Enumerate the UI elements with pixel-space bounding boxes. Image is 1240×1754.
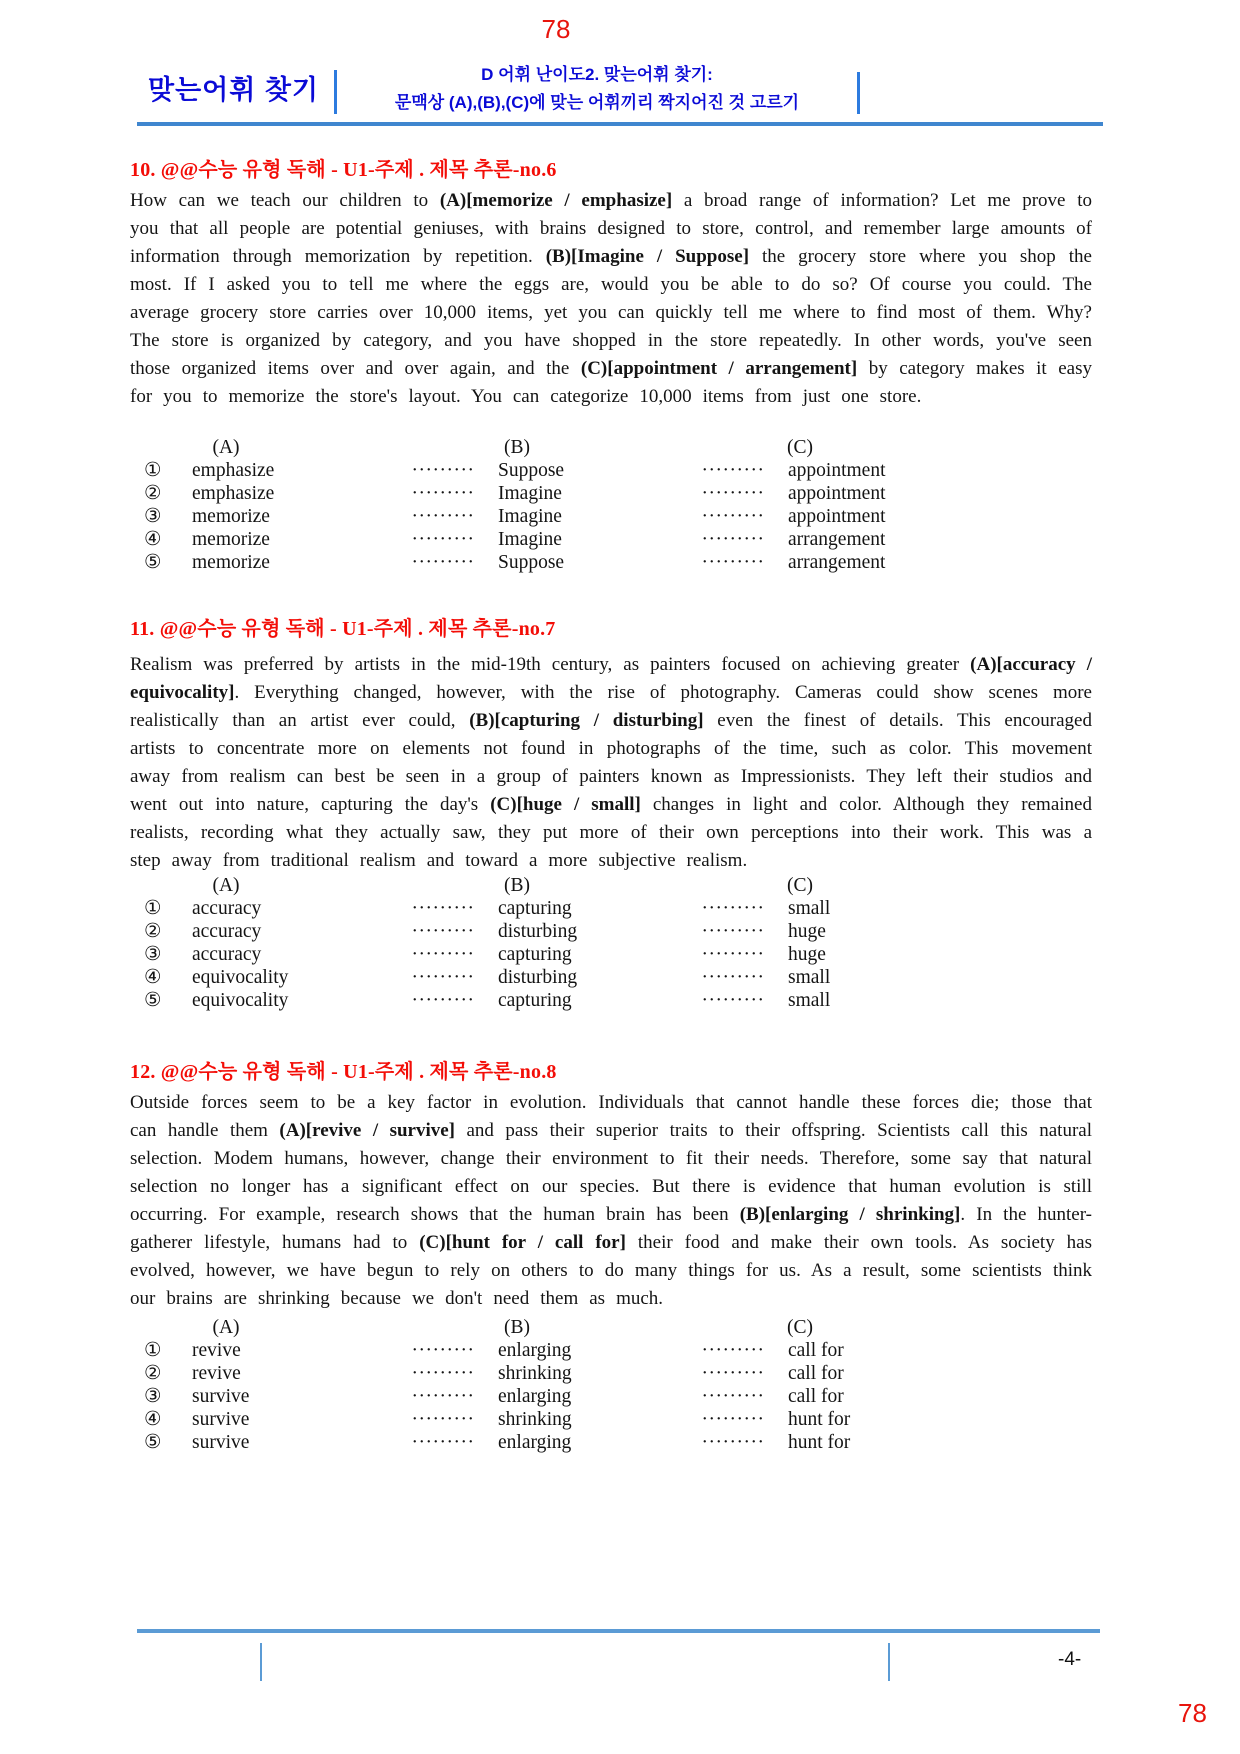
option-b: Imagine [498,483,562,504]
dots-separator: ········· [701,944,765,965]
dots-separator: ········· [411,552,475,573]
option-number: ⑤ [144,990,162,1011]
option-number: ② [144,921,162,942]
option-a: survive [192,1409,250,1430]
answer-table-11 [130,875,1010,1012]
dots-separator: ········· [701,506,765,527]
dots-separator: ········· [411,529,475,550]
dots-separator: ········· [411,967,475,988]
question-paragraph-11: Realism was preferred by artists in the mid-19th century, as painters focused on achieving greater (A)[accuracy / equivocality]. Everything changed, however, with the rise of photography. Cameras could show scenes more realistically than an artist ever could, (B)[capturing / disturbing] even the finest of details. This encouraged artists to concentrate more on elements not found in photographs of the time, such as color. This movement away from realism can best be seen in a group of painters known as Impressionists. They left their studios and went out into nature, capturing the day's (C)[huge / small] changes in light and color. Although they remained realists, recording what they actually saw, they put more of their own perceptions into their work. This was a step away from traditional realism and toward a more subjective realism. [130,654,1092,871]
option-c: appointment [788,506,886,527]
option-number: ② [144,1363,162,1384]
header-divider-right [857,72,860,114]
column-header-a: (A) [212,875,240,896]
dots-separator: ········· [701,1386,765,1407]
column-header-c: (C) [787,1317,813,1338]
dots-separator: ········· [411,898,475,919]
option-c: arrangement [788,529,886,550]
option-number: ② [144,483,162,504]
option-a: memorize [192,552,270,573]
column-header-c: (C) [787,437,813,458]
option-b: disturbing [498,967,578,988]
answer-row [130,459,1010,482]
header-left-title: 맞는어휘 찾기 [148,75,319,105]
option-a: revive [192,1340,241,1361]
option-a: accuracy [192,921,262,942]
footer-tick-right [888,1643,890,1681]
header-rule [137,122,1103,126]
header-center-line1: D 어휘 난이도2. 맞는어휘 찾기: [481,65,713,84]
option-c: small [788,898,831,919]
dots-separator: ········· [411,483,475,504]
answer-table-head [130,875,1010,897]
option-c: call for [788,1363,844,1384]
page-number-bottom: 78 [1178,1698,1207,1728]
answer-row [130,966,1010,989]
dots-separator: ········· [411,1340,475,1361]
dots-separator: ········· [411,1386,475,1407]
dots-separator: ········· [411,1363,475,1384]
option-number: ① [144,898,162,919]
option-b: enlarging [498,1340,572,1361]
column-header-a: (A) [212,437,240,458]
option-c: hunt for [788,1409,851,1430]
option-number: ⑤ [144,1432,162,1453]
question-title-10: 10. @@수능 유형 독해 - U1-주제 . 제목 추론-no.6 [130,159,557,181]
footer-page-label: -4- [1058,1649,1082,1670]
dots-separator: ········· [411,1432,475,1453]
answer-row [130,551,1010,574]
option-number: ④ [144,1409,162,1430]
dots-separator: ········· [701,552,765,573]
option-a: emphasize [192,483,275,504]
column-header-b: (B) [504,875,530,896]
option-c: call for [788,1386,844,1407]
option-b: disturbing [498,921,578,942]
option-a: equivocality [192,990,289,1011]
option-number: ⑤ [144,552,162,573]
answer-row [130,528,1010,551]
option-c: small [788,990,831,1011]
dots-separator: ········· [701,483,765,504]
option-b: Imagine [498,506,562,527]
answer-row [130,943,1010,966]
footer-rule [137,1629,1100,1633]
option-b: shrinking [498,1409,572,1430]
option-c: appointment [788,460,886,481]
answer-table-head [130,437,1010,459]
answer-row [130,989,1010,1012]
option-number: ① [144,1340,162,1361]
answer-row [130,1408,1010,1431]
answer-row [130,1431,1010,1454]
question-paragraph-10: How can we teach our children to (A)[memorize / emphasize] a broad range of information? Let me prove to you that all people are potential geniuses, with brains designed to store, control, and remember large amounts of information through memorization by repetition. (B)[Imagine / Suppose] the grocery store where you shop the most. If I asked you to tell me where the eggs are, would you be able to do so? Of course you could. The average grocery store carries over 10,000 items, yet you can quickly tell me where to find most of them. Why? The store is organized by category, and you have shopped in the store repeatedly. In other words, you've seen those organized items over and over again, and the (C)[appointment / arrangement] by category makes it easy for you to memorize the store's layout. You can categorize 10,000 items from just one store. [130,190,1092,407]
option-a: accuracy [192,898,262,919]
column-header-b: (B) [504,1317,530,1338]
question-title-12: 12. @@수능 유형 독해 - U1-주제 . 제목 추론-no.8 [130,1061,557,1083]
option-c: call for [788,1340,844,1361]
dots-separator: ········· [701,967,765,988]
dots-separator: ········· [701,460,765,481]
option-b: enlarging [498,1432,572,1453]
header-center-line2: 문맥상 (A),(B),(C)에 맞는 어휘끼리 짝지어진 것 고르기 [394,93,800,112]
dots-separator: ········· [411,944,475,965]
option-c: huge [788,944,826,965]
option-b: capturing [498,990,572,1011]
answer-row [130,897,1010,920]
column-header-b: (B) [504,437,530,458]
answer-row [130,920,1010,943]
question-paragraph-12: Outside forces seem to be a key factor in evolution. Individuals that cannot handle these forces die; those that can handle them (A)[revive / survive] and pass their superior traits to their offspring. Scientists call this natural selection. Modem humans, however, change their environment to fit their needs. Therefore, some say that natural selection no longer has a significant effect on our species. But there is evidence that human evolution is still occurring. For example, research shows that the human brain has been (B)[enlarging / shrinking]. In the hunter-gatherer lifestyle, humans had to (C)[hunt for / call for] their food and make their own tools. As society has evolved, however, we have begun to rely on others to do many things for us. As a result, some scientists think our brains are shrinking because we don't need them as much. [130,1092,1092,1309]
dots-separator: ········· [701,529,765,550]
answer-table-head [130,1317,1010,1339]
option-number: ③ [144,1386,162,1407]
dots-separator: ········· [411,921,475,942]
option-b: capturing [498,944,572,965]
answer-row [130,1362,1010,1385]
column-header-a: (A) [212,1317,240,1338]
answer-row [130,1385,1010,1408]
option-c: arrangement [788,552,886,573]
dots-separator: ········· [701,921,765,942]
page-number-top: 78 [541,14,571,44]
option-c: huge [788,921,826,942]
option-number: ③ [144,506,162,527]
option-b: shrinking [498,1363,572,1384]
option-b: enlarging [498,1386,572,1407]
answer-table-10 [130,437,1010,574]
option-a: memorize [192,506,270,527]
dots-separator: ········· [701,990,765,1011]
dots-separator: ········· [411,990,475,1011]
dots-separator: ········· [701,1432,765,1453]
answer-row [130,505,1010,528]
option-c: appointment [788,483,886,504]
header-divider-left [334,70,337,114]
option-b: capturing [498,898,572,919]
footer-tick-left [260,1643,262,1681]
option-number: ① [144,460,162,481]
option-number: ④ [144,529,162,550]
dots-separator: ········· [411,506,475,527]
answer-row [130,1339,1010,1362]
option-b: Imagine [498,529,562,550]
column-header-c: (C) [787,875,813,896]
answer-table-12 [130,1317,1010,1454]
option-c: small [788,967,831,988]
option-a: emphasize [192,460,275,481]
option-number: ④ [144,967,162,988]
option-b: Suppose [498,552,565,573]
dots-separator: ········· [701,1340,765,1361]
dots-separator: ········· [701,1363,765,1384]
option-a: revive [192,1363,241,1384]
dots-separator: ········· [411,1409,475,1430]
option-a: accuracy [192,944,262,965]
option-a: equivocality [192,967,289,988]
option-c: hunt for [788,1432,851,1453]
dots-separator: ········· [411,460,475,481]
option-a: survive [192,1432,250,1453]
dots-separator: ········· [701,898,765,919]
option-a: survive [192,1386,250,1407]
option-number: ③ [144,944,162,965]
answer-row [130,482,1010,505]
question-title-11: 11. @@수능 유형 독해 - U1-주제 . 제목 추론-no.7 [130,618,556,640]
option-b: Suppose [498,460,565,481]
option-a: memorize [192,529,270,550]
dots-separator: ········· [701,1409,765,1430]
header-center-title [346,61,848,117]
